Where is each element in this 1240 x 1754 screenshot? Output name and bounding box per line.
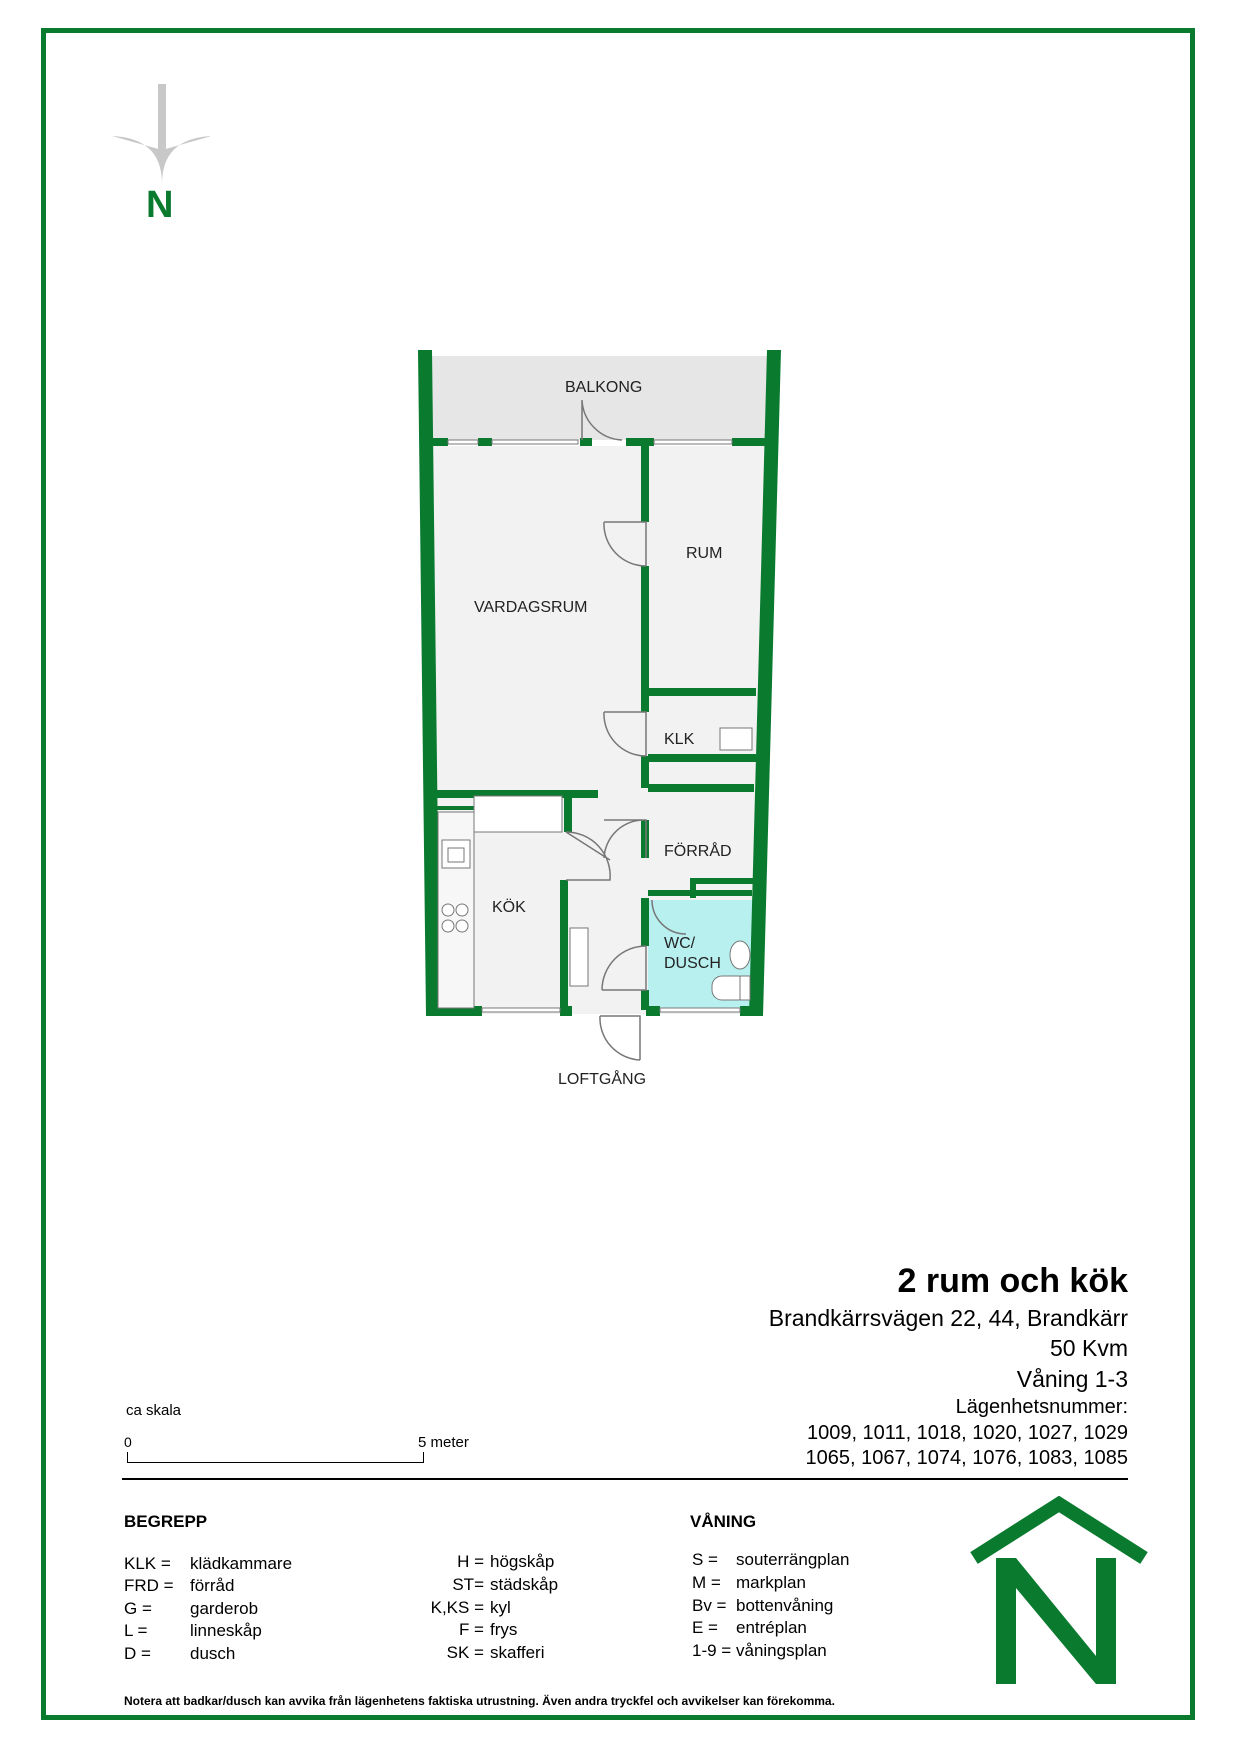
begrepp-meaning: kyl (490, 1598, 511, 1617)
vaning-heading: VÅNING (690, 1512, 757, 1531)
vaning-code: 1-9 = (692, 1641, 732, 1660)
begrepp-meaning: högskåp (490, 1552, 555, 1571)
vaning-meaning: markplan (736, 1573, 806, 1592)
scale-label: ca skala (126, 1402, 182, 1419)
begrepp-code: ST= (452, 1575, 484, 1594)
label-klk: KLK (664, 731, 695, 748)
area: 50 Kvm (1050, 1335, 1128, 1361)
vaning-code: S = (692, 1550, 718, 1569)
vaning-meaning: bottenvåning (736, 1596, 834, 1615)
label-rum: RUM (686, 545, 723, 562)
begrepp-code: F = (458, 1620, 484, 1639)
begrepp-code: KLK = (124, 1554, 171, 1573)
begrepp-code: L = (124, 1621, 148, 1640)
vaning-code: Bv = (692, 1596, 727, 1615)
label-vardagsrum: VARDAGSRUM (474, 599, 588, 616)
label-loftgang: LOFTGÅNG (558, 1071, 647, 1088)
begrepp-meaning: dusch (190, 1644, 236, 1663)
begrepp-meaning: garderob (190, 1599, 259, 1618)
vaning-code: E = (692, 1618, 718, 1637)
divider (122, 1478, 1128, 1480)
label-balkong: BALKONG (565, 379, 643, 396)
balcony-area (430, 356, 774, 440)
label-forrad: FÖRRÅD (664, 843, 732, 860)
plan-title: 2 rum och kök (897, 1262, 1128, 1300)
begrepp-code: SK = (446, 1643, 484, 1662)
scale-end: 5 meter (418, 1434, 469, 1451)
begrepp-heading: BEGREPP (124, 1512, 208, 1531)
label-kok: KÖK (492, 899, 526, 916)
scale-bar (127, 1452, 424, 1463)
apartment-numbers-row-1: 1009, 1011, 1018, 1020, 1027, 1029 (806, 1422, 1128, 1444)
vaning-meaning: souterrängplan (736, 1550, 850, 1569)
begrepp-meaning: städskåp (490, 1575, 559, 1594)
begrepp-meaning: linneskåp (190, 1621, 262, 1640)
begrepp-code: D = (124, 1644, 151, 1663)
begrepp-meaning: förråd (190, 1576, 235, 1595)
address: Brandkärrsvägen 22, 44, Brandkärr (768, 1305, 1128, 1331)
begrepp-code: K,KS = (430, 1598, 484, 1617)
compass-north-label: N (146, 184, 174, 226)
begrepp-code: G = (124, 1599, 152, 1618)
label-dusch: DUSCH (664, 955, 721, 972)
vaning-code: M = (692, 1573, 721, 1592)
begrepp-meaning: frys (490, 1620, 518, 1639)
apartment-numbers-row-2: 1065, 1067, 1074, 1076, 1083, 1085 (805, 1447, 1128, 1469)
vaning-meaning: entréplan (736, 1618, 807, 1637)
begrepp-meaning: klädkammare (190, 1554, 293, 1573)
begrepp-meaning: skafferi (490, 1643, 545, 1662)
disclaimer-note: Notera att badkar/dusch kan avvika från lägenhetens faktiska utrustning. Även andra tryckfel och avvikelser kan förekomma. (124, 1694, 835, 1708)
begrepp-code: FRD = (124, 1576, 174, 1595)
vaning-meaning: våningsplan (736, 1641, 827, 1660)
label-wc: WC/ (664, 935, 696, 952)
house-n-logo-icon (966, 1496, 1152, 1688)
scale-start: 0 (124, 1434, 132, 1450)
floor-range: Våning 1-3 (1016, 1366, 1128, 1392)
begrepp-code: H = (457, 1552, 484, 1571)
apartment-number-label: Lägenhetsnummer: (955, 1396, 1128, 1418)
